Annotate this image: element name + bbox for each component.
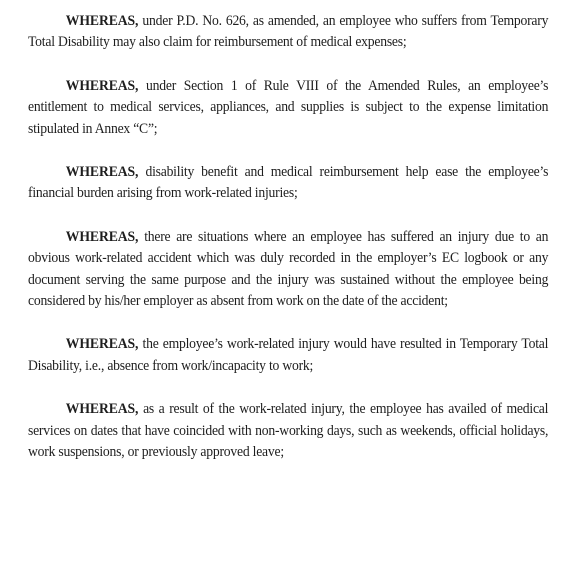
whereas-clause-5 [28, 333, 548, 376]
clause-keyword: WHEREAS, [65, 163, 139, 181]
document-body [28, 10, 548, 463]
clause-keyword: WHEREAS, [65, 400, 139, 418]
whereas-clause-6 [28, 398, 548, 462]
clause-text: the employee’s work-related injury would have resulted in Temporary Total Disability, i.e., absence from work/incapacity to work; [28, 335, 549, 374]
whereas-clause-4 [28, 226, 548, 312]
clause-keyword: WHEREAS, [65, 12, 139, 29]
clause-keyword: WHEREAS, [65, 227, 139, 245]
clause-text: as a result of the work-related injury, the employee has availed of medical services on dates that have coincided with non-working days, such as weekends, official holidays, work suspensions, or previously approved leave; [28, 400, 549, 461]
clause-text: under P.D. No. 626, as amended, an employee who suffers from Temporary Total Disability may also claim for reimbursement of medical expenses; [28, 12, 549, 51]
clause-keyword: WHEREAS, [65, 76, 139, 94]
whereas-clause-3 [28, 161, 548, 204]
whereas-clause-1 [28, 10, 548, 53]
clause-text: there are situations where an employee has suffered an injury due to an obvious work-related accident which was duly recorded in the employer’s EC logbook or any document serving the same purpose and the injury was sustained without the employee being considered by his/her employer as absent from work on the date of the accident; [28, 227, 549, 310]
clause-text: under Section 1 of Rule VIII of the Amended Rules, an employee’s entitlement to medical services, appliances, and supplies is subject to the expense limitation stipulated in Annex “C”; [28, 76, 549, 137]
whereas-clause-2 [28, 75, 548, 139]
clause-keyword: WHEREAS, [65, 335, 139, 353]
clause-text: disability benefit and medical reimbursement help ease the employee’s financial burden arising from work-related injuries; [28, 163, 549, 202]
